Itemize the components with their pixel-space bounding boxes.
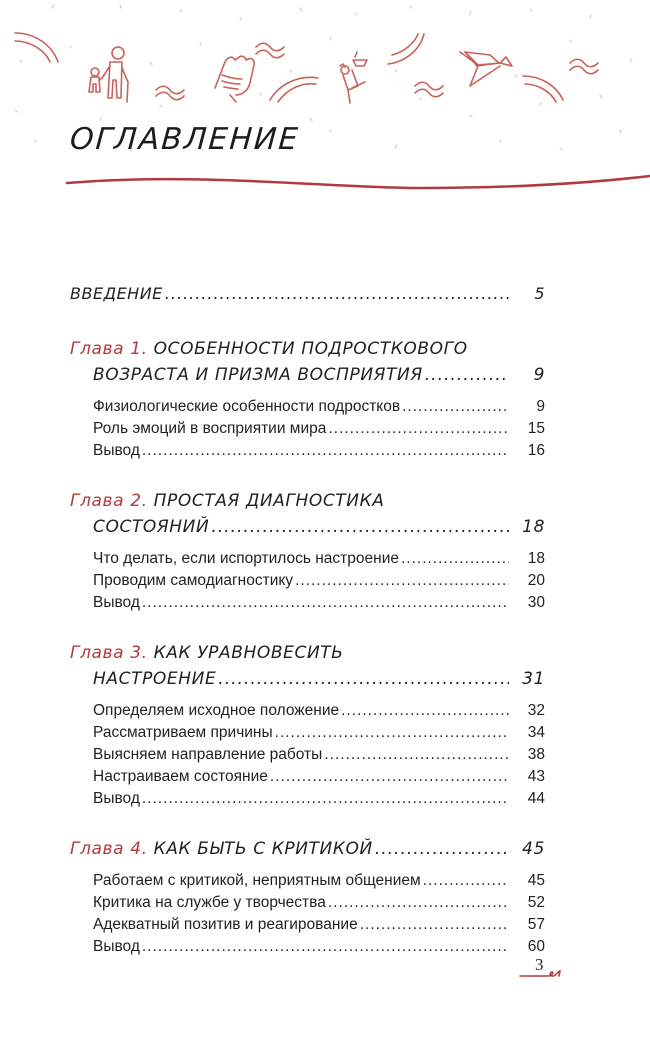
dot-leader (324, 744, 509, 766)
dot-leader (142, 936, 509, 958)
rainbow-icon (270, 77, 318, 102)
chapter-title: КАК БЫТЬ С КРИТИКОЙ (153, 839, 373, 859)
chapter-title: ОСОБЕННОСТИ ПОДРОСТКОВОГО (153, 339, 468, 359)
chapter-heading-continued[interactable] (70, 666, 545, 692)
page-ref: 9 (533, 365, 545, 385)
page-ref: 34 (527, 724, 545, 741)
toc-section[interactable] (93, 870, 545, 892)
page-ref: 18 (522, 517, 545, 537)
chapter-heading[interactable] (70, 488, 545, 514)
chapter-title: КАК УРАВНОВЕСИТЬ (153, 643, 344, 663)
dot-leader (375, 836, 509, 862)
dot-leader (142, 592, 509, 614)
toc-section[interactable] (93, 548, 545, 570)
chapter-2 (70, 488, 545, 614)
dot-leader (295, 570, 509, 592)
section-title: Адекватный позитив и реагирование (93, 916, 358, 933)
toc-entry-intro[interactable] (70, 284, 545, 310)
dot-leader (401, 548, 509, 570)
chapter-heading-continued[interactable] (70, 514, 545, 540)
toc-section[interactable] (93, 788, 545, 810)
page-ref: 20 (527, 572, 545, 589)
chapter-title: НАСТРОЕНИЕ (93, 669, 217, 689)
dot-leader (142, 440, 509, 462)
dot-leader (402, 396, 509, 418)
dot-leader (341, 700, 509, 722)
waves-icon (570, 59, 598, 74)
rainbow-icon (15, 33, 58, 62)
chapter-title: СОСТОЯНИЙ (93, 517, 210, 537)
toc-section[interactable] (93, 722, 545, 744)
section-title: Роль эмоций в восприятии мира (93, 420, 327, 437)
page-ref: 45 (527, 872, 545, 889)
section-title: Критика на службе у творчества (93, 894, 326, 911)
section-title: Вывод (93, 594, 140, 611)
toc-section[interactable] (93, 396, 545, 418)
dot-leader (425, 362, 509, 388)
section-title: Что делать, если испортилось настроение (93, 550, 399, 567)
toc-section[interactable] (93, 914, 545, 936)
section-title: Настраиваем состояние (93, 768, 268, 785)
toc-section[interactable] (93, 592, 545, 614)
dot-leader (218, 666, 509, 692)
section-title: Работаем с критикой, неприятным общением (93, 872, 421, 889)
section-title: Вывод (93, 442, 140, 459)
section-title: Вывод (93, 938, 140, 955)
dot-leader (270, 766, 509, 788)
page-ref: 44 (527, 790, 545, 807)
section-title: Физиологические особенности подростков (93, 398, 401, 415)
waves-icon (156, 86, 184, 100)
section-title: Рассматриваем причины (93, 724, 273, 741)
table-of-contents (70, 284, 545, 958)
page-ref: 52 (527, 894, 545, 911)
waves-icon (415, 82, 443, 97)
chapter-title: ВОЗРАСТА И ПРИЗМА ВОСПРИЯТИЯ (93, 365, 423, 385)
dot-leader (423, 870, 509, 892)
toc-entry-title: ВВЕДЕНИЕ (70, 284, 163, 303)
dot-leader (142, 788, 509, 810)
hands-icon (215, 56, 254, 102)
section-list (70, 870, 545, 958)
section-title: Определяем исходное положение (93, 702, 340, 719)
toc-section[interactable] (93, 418, 545, 440)
dot-leader (360, 914, 509, 936)
chapter-1 (70, 336, 545, 462)
page-ref: 45 (522, 839, 545, 859)
dot-leader (165, 284, 509, 303)
page-title: ОГЛАВЛЕНИЕ (68, 122, 301, 157)
waves-icon (256, 43, 284, 58)
section-list (70, 700, 545, 810)
chapter-label: Глава 2. (70, 491, 148, 511)
chapter-label: Глава 1. (70, 339, 148, 359)
chapter-3 (70, 640, 545, 810)
section-title: Выясняем направление работы (93, 746, 323, 763)
title-underline (67, 176, 650, 188)
page-number-flourish-icon (518, 968, 568, 980)
page-ref: 18 (527, 550, 545, 567)
page-ref: 57 (527, 916, 545, 933)
toc-section[interactable] (93, 744, 545, 766)
chapter-heading[interactable] (70, 640, 545, 666)
dot-leader (328, 892, 509, 914)
toc-section[interactable] (93, 700, 545, 722)
dot-leader (328, 418, 509, 440)
toc-section[interactable] (93, 892, 545, 914)
page-ref: 43 (527, 768, 545, 785)
page-ref: 30 (527, 594, 545, 611)
toc-section[interactable] (93, 766, 545, 788)
page-number: 3 (535, 955, 544, 974)
page-ref: 38 (527, 746, 545, 763)
chapter-heading-continued[interactable] (70, 362, 545, 388)
header-illustration (0, 0, 650, 200)
section-list (70, 548, 545, 614)
origami-bird-icon (460, 52, 512, 86)
toc-section[interactable] (93, 570, 545, 592)
dot-leader (275, 722, 509, 744)
section-title: Вывод (93, 790, 140, 807)
section-list (70, 396, 545, 462)
page-ref: 32 (527, 702, 545, 719)
chapter-label: Глава 4. (70, 839, 148, 859)
chapter-heading-text (70, 836, 373, 862)
grandparent-child-icon (89, 47, 128, 102)
toc-section[interactable] (93, 440, 545, 462)
chapter-4 (70, 836, 545, 958)
page-ref: 31 (522, 669, 545, 689)
chapter-heading[interactable] (70, 336, 545, 362)
chapter-label: Глава 3. (70, 643, 148, 663)
child-with-cake-icon (340, 52, 367, 103)
toc-section[interactable] (93, 936, 545, 958)
page-ref: 16 (527, 442, 545, 459)
rainbow-icon (388, 34, 424, 64)
chapter-heading[interactable] (70, 836, 545, 862)
rainbow-icon (523, 76, 563, 102)
page-ref: 5 (534, 284, 545, 303)
dot-leader (211, 514, 509, 540)
page-ref: 60 (527, 938, 545, 955)
section-title: Проводим самодиагностику (93, 572, 294, 589)
chapter-title: ПРОСТАЯ ДИАГНОСТИКА (153, 491, 385, 511)
page-ref: 15 (527, 420, 545, 437)
page-ref: 9 (536, 398, 545, 415)
